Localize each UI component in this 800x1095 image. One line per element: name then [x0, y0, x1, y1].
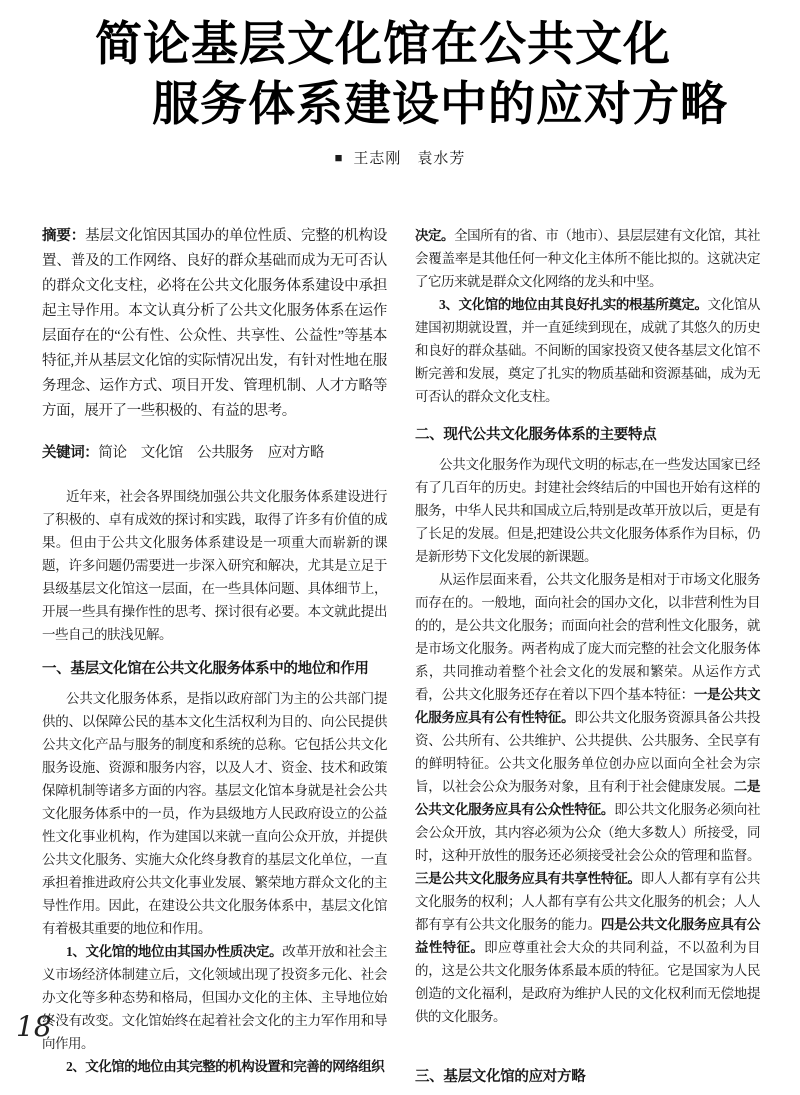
paragraph [415, 453, 760, 568]
keywords [42, 442, 387, 465]
text-run: 改革开放和社会主义市场经济体制建立后，文化领域出现了投资多元化、社会办文化等多种态势和格局，但国办文化的主体、主导地位始终没有改变。文化馆始终在起着社会文化的主力军作用和导向作用。 [42, 943, 388, 1051]
right-column [415, 224, 760, 1095]
text-run: 近年来，社会各界围绕加强公共文化服务体系建设进行了积极的、卓有成效的探讨和实践，取得了许多有价值的成果。但由于公共文化服务体系建设是一项重大而崭新的课题，许多问题仍需要进一步深入研究和解决，尤其是立足于县级基层文化馆这一层面，在一些具体问题、具体细节上，开展一些具有操作性的思考、探讨很有必要。本文就此提出一些自己的肤浅见解。 [42, 488, 387, 642]
bold-text-run: 摘要： [42, 227, 86, 244]
paragraph [415, 293, 760, 408]
text-run: 全国所有的省、市（地市）、县层层建有文化馆，其社会覆盖率是其他任何一种文化主体所不能比拟的。这就决定了它历来就是群众文化网络的龙头和中坚。 [415, 227, 761, 289]
bold-text-run: 1、文化馆的地位由其国办性质决定。 [66, 943, 283, 959]
paragraph [42, 1055, 387, 1078]
bold-text-run: 3、文化馆的地位由其良好扎实的根基所奠定。 [439, 296, 708, 312]
paragraph [415, 568, 760, 1028]
author-marker-icon: ■ [334, 149, 344, 165]
bold-text-run: 关键词： [42, 444, 99, 461]
bold-text-run: 四是公共文化服务应具有公益性特征。 [415, 916, 761, 955]
bold-text-run: 2、文化馆的地位由其完整的机构设置和完善的网络组织 [66, 1058, 385, 1074]
text-run: 公共文化服务体系，是指以政府部门为主的公共部门提供的、以保障公民的基本文化生活权利为目的、向公民提供公共文化产品与服务的制度和系统的总称。它包括公共文化服务设施、资源和服务内容，以及人才、资金、技术和政策保障机制等诸多方面的内容。基层文化馆本身就是社会公共文化服务体系中的一员，作为县级地方人民政府设立的公益性文化事业机构，作为建国以来就一直向公众开放，并提供公共文化服务、实施大众化终身教育的基层文化单位，一直承担着推进政府公共文化事业发展、繁荣地方群众文化的主导性作用。因此，在建设公共文化服务体系中，基层文化馆有着极其重要的地位和作用。 [42, 690, 387, 936]
text-run: 即应尊重社会大众的共同利益，不以盈利为目的，这是公共文化服务体系最本质的特征。它是国家为人民创造的文化福利，是政府为维护人民的文化权利而无偿地提供的文化服务。 [415, 939, 761, 1024]
text-run: 文化馆从建国初期就设置，并一直延续到现在，成就了其悠久的历史和良好的群众基础。不间断的国家投资又使各基层文化馆不断完善和发展，奠定了扎实的物质基础和资源基础，成为无可否认的群众文化支柱。 [415, 296, 760, 404]
text-run: 即公共文化服务资源具备公共投资、公共所有、公共维护、公共提供、公共服务、全民享有的鲜明特征。公共文化服务单位创办应以面向全社会为宗旨，以社会公众为服务对象，且有利于社会健康发展。 [415, 709, 761, 794]
section-2-heading [415, 424, 760, 447]
text-run: 从运作层面来看，公共文化服务是相对于市场文化服务而存在的。一般地，面向社会的国办文化，以非营利性为目的的，是公共文化服务；而面向社会的营利性文化服务，就是市场文化服务。两者构成了庞大而完整的社会文化服务体系，共同推动着整个社会文化的发展和繁荣。从运作方式看，公共文化服务还存在着以下四个基本特征： [415, 571, 760, 702]
paragraph [415, 224, 760, 293]
article-body [0, 224, 800, 1095]
bold-text-run: 一是公共文化服务应具有公有性特征。 [415, 686, 761, 725]
text-run: 公共文化服务作为现代文明的标志,在一些发达国家已经有了几百年的历史。封建社会终结后的中国也开始有这样的服务，中华人民共和国成立后,特别是改革开放以后，更是有了长足的发展。但是,把建设公共文化服务体系作为目标，仍是新形势下文化发展的新课题。 [415, 456, 760, 564]
article-title [0, 16, 800, 134]
bold-text-run: 一、基层文化馆在公共文化服务体系中的地位和作用 [42, 660, 369, 677]
article-title-line1: 简论基层文化馆在公共文化 [95, 17, 671, 72]
author-line [0, 147, 800, 168]
bold-text-run: 决定。 [415, 227, 455, 243]
section-1-heading [42, 658, 387, 681]
text-run: 即人人都有享有公共文化服务的权利；人人都有享有公共文化服务的机会；人人都有享有公共文化服务的能力。 [415, 870, 761, 932]
bold-text-run: 二、现代公共文化服务体系的主要特点 [415, 426, 657, 443]
text-run: 简论 文化馆 公共服务 应对方略 [98, 444, 325, 461]
paragraph [42, 940, 387, 1055]
left-column [42, 224, 387, 1095]
bold-text-run: 三是公共文化服务应具有共享性特征。 [415, 870, 641, 886]
bold-text-run: 三、基层文化馆的应对方略 [415, 1068, 586, 1085]
bold-text-run: 二是公共文化服务应具有公众性特征。 [415, 778, 761, 817]
article-page [0, 16, 800, 1085]
page-number: 18 [16, 1010, 52, 1043]
author-names: 王志刚 袁水芳 [353, 150, 466, 167]
abstract [42, 224, 387, 424]
article-title-line2: 服务体系建设中的应对方略 [152, 77, 728, 133]
section-3-heading [415, 1066, 760, 1089]
text-run: 即公共文化服务必须向社会公众开放，其内容必须为公众（绝大多数人）所接受，同时，这种开放性的服务还必须接受社会公众的管理和监督。 [415, 801, 761, 863]
intro-paragraph [42, 485, 387, 646]
paragraph [42, 687, 387, 940]
text-run: 基层文化馆因其国办的单位性质、完整的机构设置、普及的工作网络、良好的群众基础而成为无可否认的群众文化支柱，必将在公共文化服务体系建设中承担起主导作用。本文认真分析了公共文化服务体系在运作层面存在的“公有性、公众性、共享性、公益性”等基本特征,并从基层文化馆的实际情况出发，有针对性地在服务理念、运作方式、项目开发、管理机制、人才方略等方面，展开了一些积极的、有益的思考。 [42, 227, 387, 419]
